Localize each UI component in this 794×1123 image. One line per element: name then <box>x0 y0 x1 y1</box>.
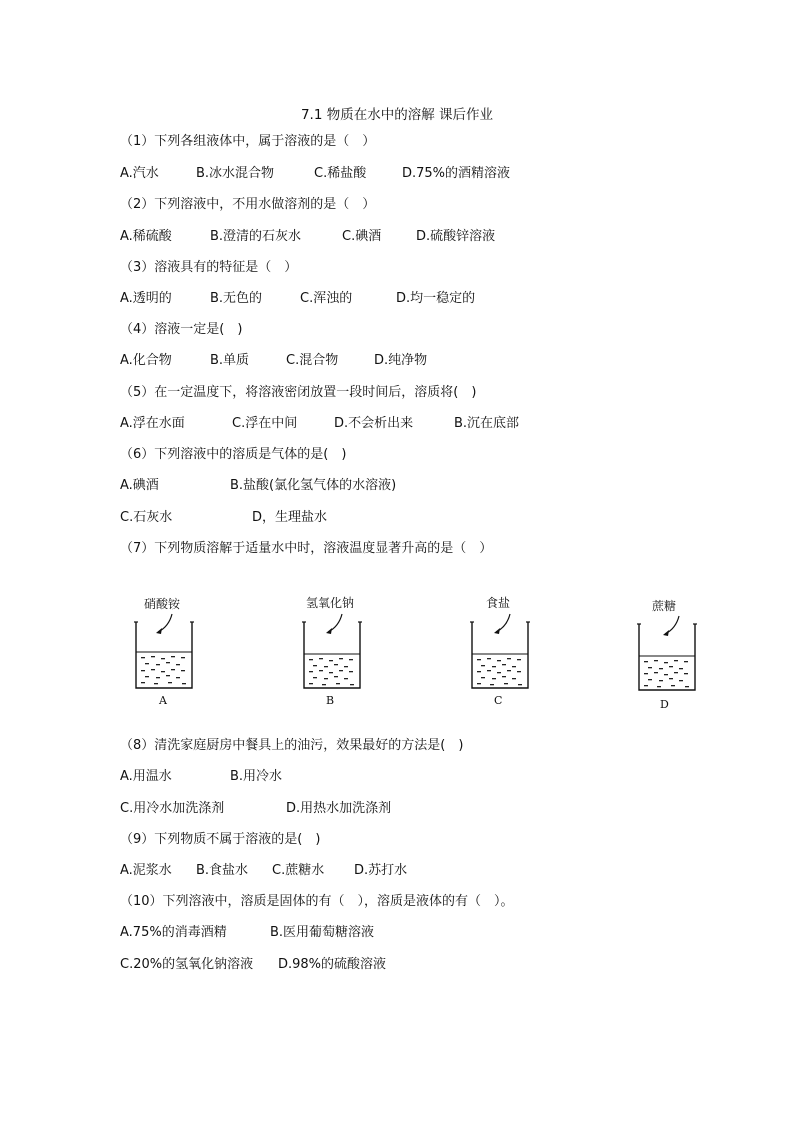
question-6-option-b: B.盐酸(氯化氢气体的水溶液) <box>230 478 397 493</box>
question-1-stem: （1）下列各组液体中，属于溶液的是（ ） <box>120 134 376 149</box>
question-3-option-d: D.均一稳定的 <box>396 291 476 306</box>
question-8-option-d: D.用热水加洗涤剂 <box>286 801 392 816</box>
question-2-option-a: A.稀硫酸 <box>120 229 172 244</box>
question-10-option-c: C.20%的氢氧化钠溶液 <box>120 957 254 972</box>
question-9-option-c: C.蔗糖水 <box>272 863 325 878</box>
question-2-option-c: C.碘酒 <box>342 229 382 244</box>
question-10-option-d: D.98%的硫酸溶液 <box>278 957 387 972</box>
question-1-option-d: D.75%的酒精溶液 <box>402 166 511 181</box>
question-1-option-a: A.汽水 <box>120 166 159 181</box>
question-2-option-b: B.澄清的石灰水 <box>210 229 302 244</box>
question-10-option-a: A.75%的消毒酒精 <box>120 925 227 940</box>
question-3-option-c: C.浑浊的 <box>300 291 353 306</box>
question-5-stem: （5）在一定温度下，将溶液密闭放置一段时间后，溶质将( ) <box>120 385 477 400</box>
question-8-option-b: B.用冷水 <box>230 769 283 784</box>
beaker-d-label: 蔗糖 <box>652 599 677 613</box>
question-2-option-d: D.硫酸锌溶液 <box>416 229 496 244</box>
question-3-option-a: A.透明的 <box>120 291 172 306</box>
question-4-option-b: B.单质 <box>210 353 250 368</box>
beaker-b-letter: B <box>326 694 335 707</box>
page-title: 7.1 物质在水中的溶解 课后作业 <box>300 107 494 123</box>
question-9-option-b: B.食盐水 <box>196 863 249 878</box>
beaker-d-drawing <box>633 610 703 694</box>
question-1-option-b: B.冰水混合物 <box>196 166 275 181</box>
question-7-stem: （7）下列物质溶解于适量水中时，溶液温度显著升高的是（ ） <box>120 541 493 556</box>
beaker-c-label: 食盐 <box>486 596 511 610</box>
question-9-stem: （9）下列物质不属于溶液的是( ) <box>120 832 321 847</box>
question-8-option-a: A.用温水 <box>120 769 172 784</box>
question-9-option-a: A.泥浆水 <box>120 863 172 878</box>
question-6-stem: （6）下列溶液中的溶质是气体的是( ) <box>120 447 347 462</box>
question-6-option-a: A.碘酒 <box>120 478 159 493</box>
beaker-c-letter: C <box>494 694 503 707</box>
question-8-option-c: C.用冷水加洗涤剂 <box>120 801 225 816</box>
question-5-option-c: C.浮在中间 <box>232 416 298 431</box>
question-6-option-c: C.石灰水 <box>120 510 173 525</box>
question-5-option-d: D.不会析出来 <box>334 416 414 431</box>
question-10-stem: （10）下列溶液中，溶质是固体的有（ ），溶质是液体的有（ ）。 <box>120 894 514 909</box>
beaker-b-drawing <box>298 608 368 690</box>
question-4-stem: （4）溶液一定是( ) <box>120 322 243 337</box>
beaker-a-label: 硝酸铵 <box>144 597 181 611</box>
question-4-option-c: C.混合物 <box>286 353 339 368</box>
question-10-option-b: B.医用葡萄糖溶液 <box>270 925 375 940</box>
beaker-a-drawing <box>130 608 200 690</box>
beaker-a-letter: A <box>159 694 167 707</box>
beaker-b-label: 氢氧化钠 <box>306 596 355 610</box>
question-5-option-b: B.沉在底部 <box>454 416 520 431</box>
question-9-option-d: D.苏打水 <box>354 863 408 878</box>
question-2-stem: （2）下列溶液中，不用水做溶剂的是（ ） <box>120 197 376 212</box>
beaker-c-drawing <box>466 608 536 690</box>
question-3-option-b: B.无色的 <box>210 291 263 306</box>
question-5-option-a: A.浮在水面 <box>120 416 185 431</box>
question-6-option-d: D，生理盐水 <box>252 510 328 525</box>
question-4-option-a: A.化合物 <box>120 353 172 368</box>
question-1-option-c: C.稀盐酸 <box>314 166 367 181</box>
question-3-stem: （3）溶液具有的特征是（ ） <box>120 260 298 275</box>
beaker-d-letter: D <box>660 698 669 711</box>
question-4-option-d: D.纯净物 <box>374 353 428 368</box>
question-8-stem: （8）清洗家庭厨房中餐具上的油污，效果最好的方法是( ) <box>120 738 464 753</box>
